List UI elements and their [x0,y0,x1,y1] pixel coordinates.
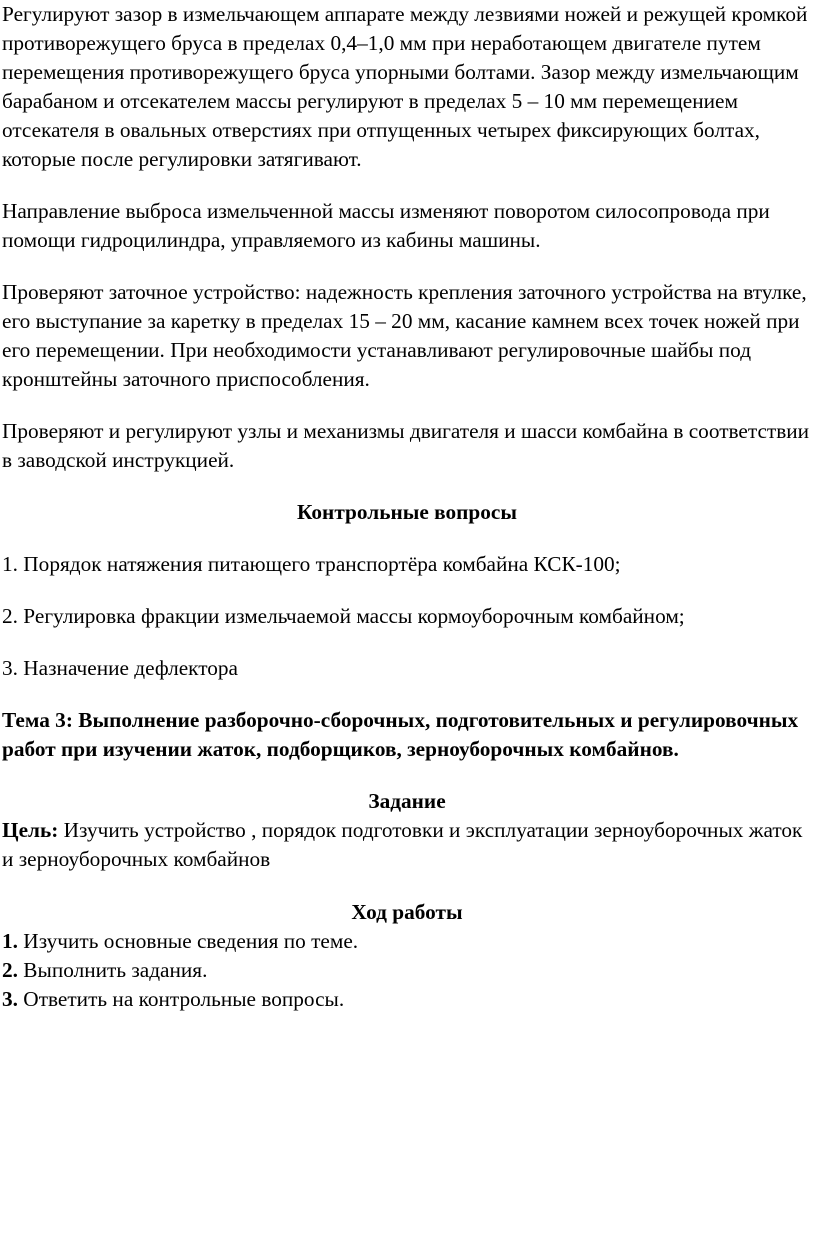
task-heading: Задание [368,789,446,813]
workflow-step-1 [2,927,812,956]
step-number: 1. [2,929,18,953]
goal-text: Изучить устройство , порядок подготовки и эксплуатации зерноуборочных жаток и зерноуборочных комбайнов [2,818,803,871]
control-question-3: 3. Назначение дефлектора [2,656,239,680]
control-question-2: 2. Регулировка фракции измельчаемой массы кормоуборочным комбайном; [2,604,685,628]
step-text: Выполнить задания. [17,958,208,982]
step-text: Ответить на контрольные вопросы. [17,987,345,1011]
paragraph-knife-gap: Регулируют зазор в измельчающем аппарате между лезвиями ножей и режущей кромкой противорежущего бруса в пределах 0,4–1,0 мм при неработающем двигателе путем перемещения противорежущего бруса упорными болтами. Зазор между измельчающим барабаном и отсекателем массы регулируют в пределах 5 – 10 мм перемещением отсекателя в овальных отверстиях при отпущенных четырех фиксирующих болтах, которые после регулировки затягивают. [2,2,808,171]
step-number: 3. [2,987,18,1011]
spacer [2,874,812,898]
workflow-step-3 [2,985,812,1014]
workflow-step-2 [2,956,812,985]
paragraph-discharge-direction: Направление выброса измельченной массы изменяют поворотом силосопровода при помощи гидроцилиндра, управляемого из кабины машины. [2,199,770,252]
paragraph-sharpening-device: Проверяют заточное устройство: надежность крепления заточного устройства на втулке, его выступание за каретку в пределах 15 – 20 мм, касание камнем всех точек ножей при его перемещении. При необходимости устанавливают регулировочные шайбы под кронштейны заточного приспособления. [2,280,807,391]
workflow-heading: Ход работы [351,900,463,924]
topic-heading: Тема 3: Выполнение разборочно-сборочных, подготовительных и регулировочных работ при изучении жаток, подборщиков, зерноуборочных комбайнов. [2,708,799,761]
control-questions-heading: Контрольные вопросы [297,500,517,524]
control-question-1: 1. Порядок натяжения питающего транспортёра комбайна КСК-100; [2,552,621,576]
step-number: 2. [2,958,18,982]
task-goal [2,816,812,874]
step-text: Изучить основные сведения по теме. [17,929,359,953]
goal-label: Цель: [2,818,59,842]
paragraph-engine-chassis: Проверяют и регулируют узлы и механизмы двигателя и шасси комбайна в соответствии в заводской инструкцией. [2,419,810,472]
